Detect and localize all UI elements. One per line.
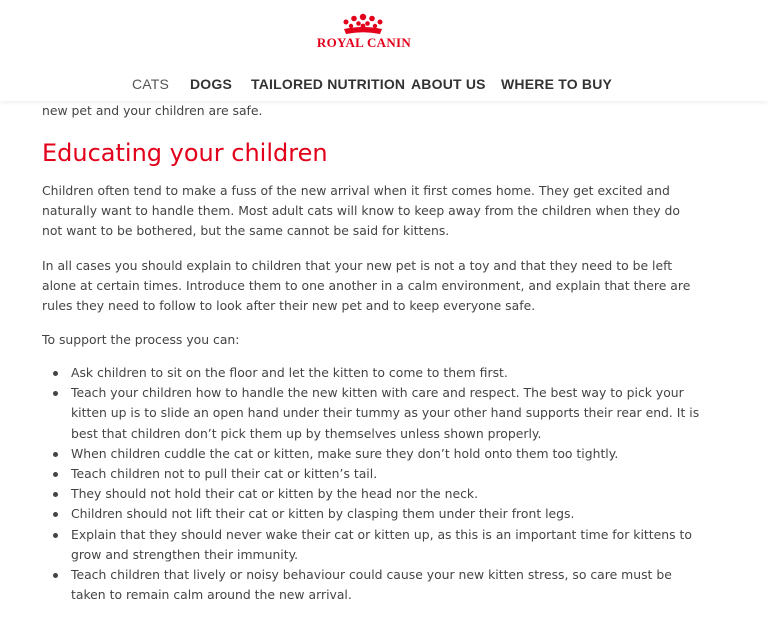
crown-icon xyxy=(340,13,386,35)
royal-canin-logo[interactable] xyxy=(312,13,416,53)
list-item: Explain that they should never wake their cat or kitten up, as this is an important time for kittens to grow and strengthen their immunity. xyxy=(42,525,702,565)
list-item: Teach children not to pull their cat or kitten’s tail. xyxy=(42,464,702,484)
nav-item-cats[interactable]: CATS xyxy=(132,76,170,92)
list-item: Children should not lift their cat or kitten by clasping them under their front legs. xyxy=(42,504,702,524)
section-heading: Educating your children xyxy=(42,139,328,167)
paragraph-fuss: Children often tend to make a fuss of the new arrival when it first comes home. They get excited and naturally want to handle them. Most adult cats will know to keep away from the children when they do not want to be bothered, but the same cannot be said for kittens. xyxy=(42,183,680,239)
main-nav xyxy=(0,73,768,97)
nav-item-where-to-buy[interactable]: WHERE TO BUY xyxy=(501,76,613,92)
list-item: They should not hold their cat or kitten by the head nor the neck. xyxy=(42,484,702,504)
nav-item-about-us[interactable]: ABOUT US xyxy=(411,76,486,92)
nav-item-dogs[interactable]: DOGS xyxy=(190,76,233,92)
logo-wordmark: ROYAL CANIN xyxy=(316,35,412,50)
list-item: Ask children to sit on the floor and let the kitten to come to them first. xyxy=(42,363,702,383)
list-item: When children cuddle the cat or kitten, make sure they don’t hold onto them too tightly. xyxy=(42,444,702,464)
list-item: Teach children that lively or noisy behaviour could cause your new kitten stress, so care must be taken to remain calm around the new arrival. xyxy=(42,565,702,605)
list-item: Teach your children how to handle the new kitten with care and respect. The best way to pick your kitten up is to slide an open hand under their tummy as your other hand supports their rear end. It is best that children don’t pick them up by themselves unless shown properly. xyxy=(42,383,702,444)
intro-paragraph-tail: new pet and your children are safe. xyxy=(42,103,263,118)
site-header xyxy=(0,0,768,101)
nav-item-tailored-nutrition[interactable]: TAILORED NUTRITION xyxy=(251,76,406,92)
tips-list xyxy=(42,363,702,605)
paragraph-explain: In all cases you should explain to children that your new pet is not a toy and that they need to be left alone at certain times. Introduce them to one another in a calm environment, and explain that there are rules they need to follow to look after their new pet and to keep everyone safe. xyxy=(42,258,691,314)
paragraph-support: To support the process you can: xyxy=(42,332,240,347)
